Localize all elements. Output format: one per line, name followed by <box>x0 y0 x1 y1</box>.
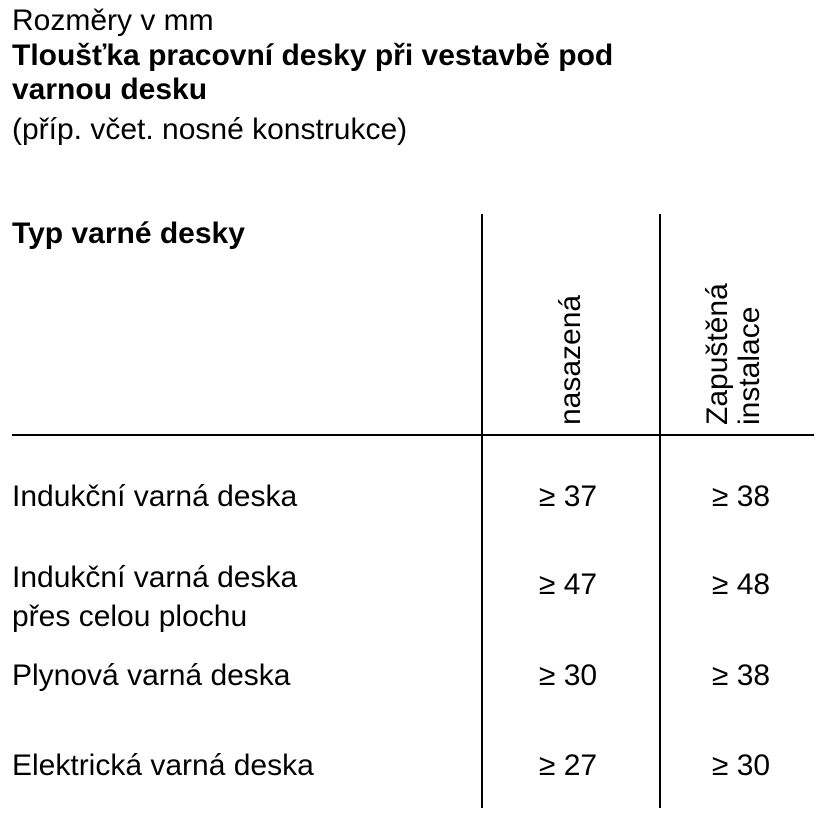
table-cell-surface: ≥ 37 <box>538 480 598 513</box>
title-line-2: varnou desku <box>12 73 208 106</box>
note: (příp. včet. nosné konstrukce) <box>12 113 408 146</box>
page-title <box>12 39 613 107</box>
table-row-name: Plynová varná deska <box>12 659 291 692</box>
title-line-1: Tloušťka pracovní desky při vestavbě pod <box>12 39 614 72</box>
table-cell-surface: ≥ 27 <box>538 749 598 782</box>
table-cell-flush: ≥ 48 <box>711 568 771 601</box>
table-cell-flush: ≥ 38 <box>711 480 771 513</box>
table-cell-flush: ≥ 38 <box>711 659 771 692</box>
header-divider <box>12 434 814 436</box>
table-cell-surface: ≥ 30 <box>538 659 598 692</box>
column-header-flush-installation: Zapuštěná instalace <box>701 283 766 425</box>
table-row-name: Elektrická varná deska <box>12 749 314 782</box>
table-row-name: Indukční varná deska <box>12 561 298 594</box>
table-row-name: Indukční varná deska <box>12 480 298 513</box>
table-row-name-continued: přes celou plochu <box>12 600 248 633</box>
subtitle: Rozměry v mm <box>12 4 214 37</box>
table-cell-surface: ≥ 47 <box>538 568 598 601</box>
column-header-surface-mounted: nasazená <box>554 294 587 425</box>
column-header-type: Typ varné desky <box>12 217 245 250</box>
table-cell-flush: ≥ 30 <box>711 749 771 782</box>
